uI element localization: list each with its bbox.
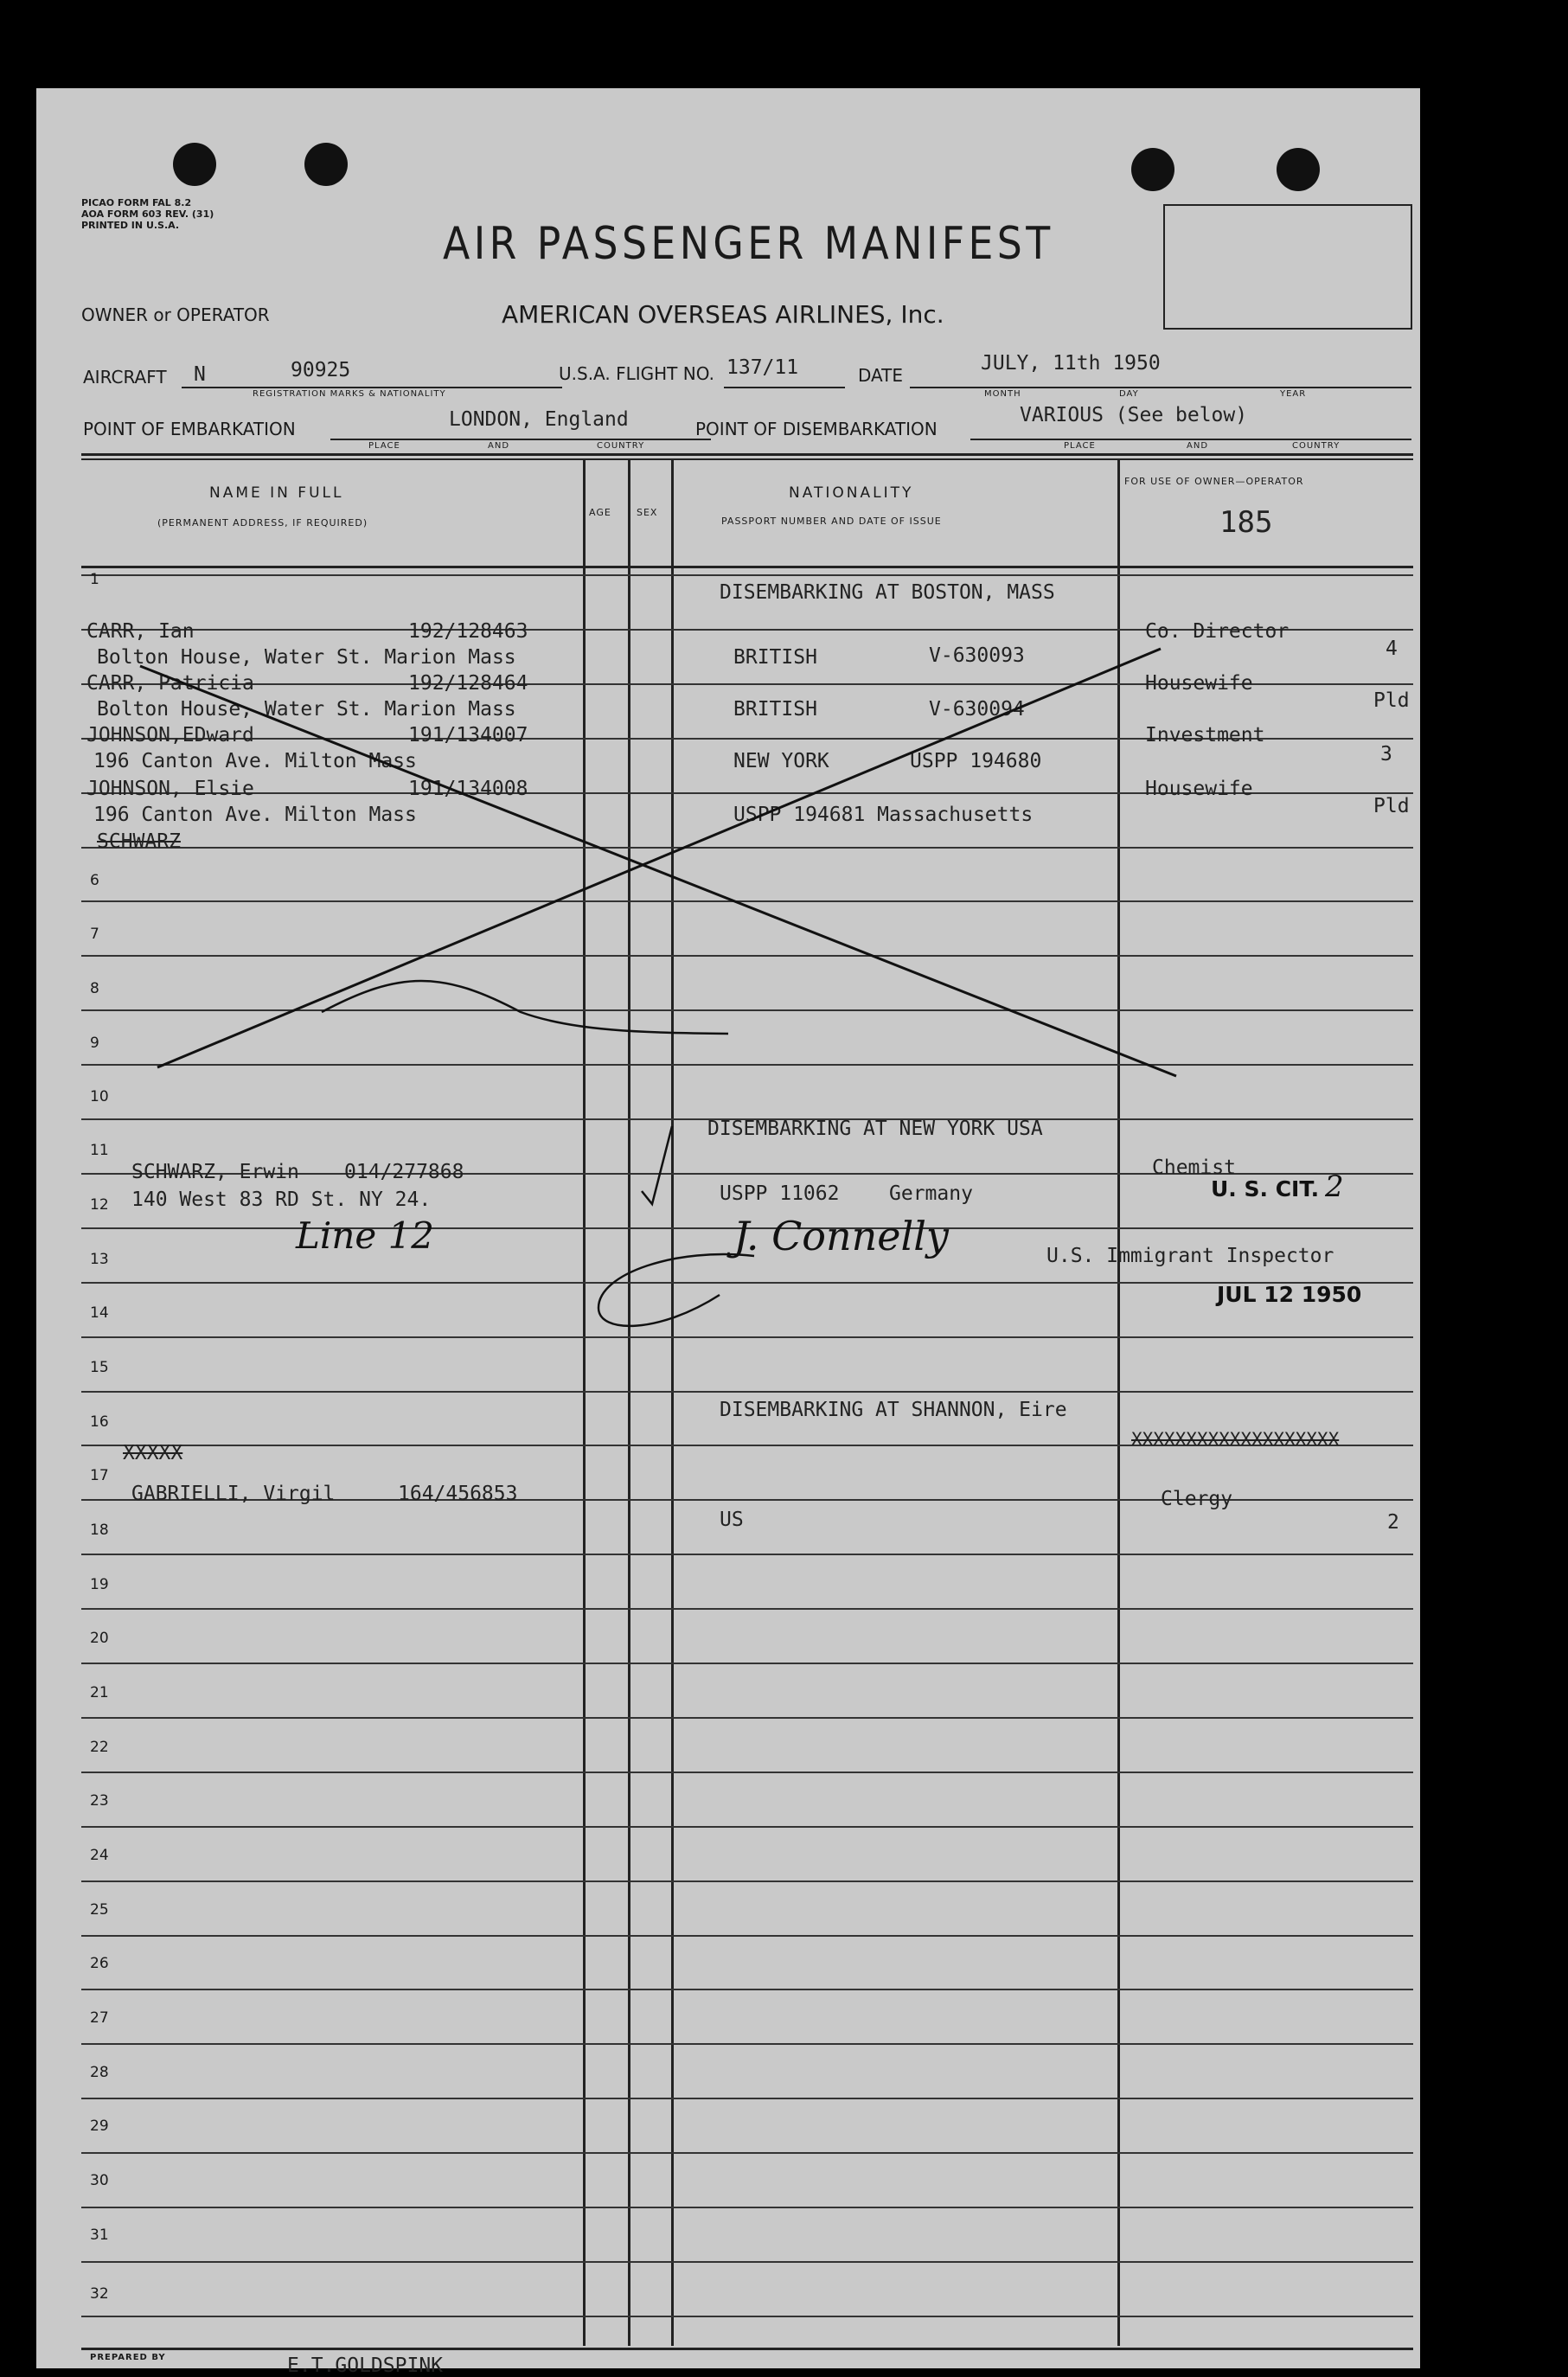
p2-name: CARR, Patricia: [86, 672, 254, 695]
p1-number: 192/128463: [408, 620, 528, 643]
and-label: AND: [488, 441, 510, 451]
owner-value: AMERICAN OVERSEAS AIRLINES, Inc.: [502, 300, 944, 329]
shannon-heading: DISEMBARKING AT SHANNON, Eire: [720, 1399, 1067, 1421]
p4-name: JOHNSON, Elsie: [86, 778, 254, 800]
boston-heading: DISEMBARKING AT BOSTON, MASS: [720, 581, 1055, 604]
struck-row-5: SCHWARZ: [97, 830, 181, 853]
pen-marks: [36, 88, 1420, 2368]
month-label: MONTH: [984, 389, 1021, 399]
owner-label: OWNER or OPERATOR: [81, 304, 270, 325]
row-number: 29: [90, 2118, 109, 2135]
p1-name: CARR, Ian: [86, 620, 195, 643]
p3-name: JOHNSON,EDward: [86, 724, 254, 746]
row-number: 26: [90, 1955, 109, 1972]
disembark-value: VARIOUS (See below): [1020, 404, 1248, 426]
col-name-sub: (PERMANENT ADDRESS, IF REQUIRED): [157, 517, 368, 529]
row-number: 18: [90, 1522, 109, 1539]
aircraft-sub: REGISTRATION MARKS & NATIONALITY: [253, 389, 446, 399]
p3-code: 3: [1380, 743, 1392, 766]
row-number: 31: [90, 2226, 109, 2244]
embark-value: LONDON, England: [449, 408, 629, 431]
row-number: 12: [90, 1196, 109, 1214]
p2-code: Pld: [1373, 689, 1410, 712]
row-number: 10: [90, 1088, 109, 1105]
row-number: 7: [90, 926, 99, 943]
row-number: 30: [90, 2172, 109, 2189]
col-nationality-sub: PASSPORT NUMBER AND DATE OF ISSUE: [721, 516, 942, 527]
place-label: PLACE: [368, 441, 400, 451]
aircraft-label: AIRCRAFT: [83, 367, 167, 388]
row-number: 32: [90, 2285, 109, 2303]
day-label: DAY: [1119, 389, 1139, 399]
row-number: 17: [90, 1467, 109, 1484]
p3-number: 191/134007: [408, 724, 528, 746]
date-label: DATE: [858, 365, 904, 386]
row-number: 22: [90, 1739, 109, 1756]
p4-number: 191/134008: [408, 778, 528, 800]
p6-number: 164/456853: [398, 1483, 518, 1505]
strike-line-2: [157, 649, 1161, 1067]
inspector-signature: J. Connelly: [733, 1213, 949, 1259]
place-label-2: PLACE: [1064, 441, 1096, 451]
p5-code: 2: [1325, 1169, 1344, 1204]
p4-address: 196 Canton Ave. Milton Mass: [93, 804, 417, 826]
row-number: 14: [90, 1304, 109, 1322]
form-id-line2: AOA FORM 603 REV. (31): [81, 208, 214, 220]
p5-address: 140 West 83 RD St. NY 24.: [131, 1188, 432, 1211]
row-number: 27: [90, 2009, 109, 2027]
row-number: 11: [90, 1142, 109, 1159]
row-number: 21: [90, 1684, 109, 1701]
row-number: 13: [90, 1251, 109, 1268]
p4-passport: USPP 194681 Massachusetts: [733, 804, 1034, 826]
hand-note-line-12: Line 12: [296, 1214, 435, 1257]
p6-code: 2: [1387, 1511, 1399, 1534]
struck-row-17-occupation: XXXXXXXXXXXXXXXXXXX: [1131, 1429, 1340, 1450]
p5-occupation: Chemist: [1152, 1156, 1236, 1179]
p5-passport: USPP 11062: [720, 1182, 840, 1205]
row-number: 8: [90, 980, 99, 997]
date-value: JULY, 11th 1950: [981, 352, 1161, 375]
p6-occupation: Clergy: [1161, 1488, 1233, 1510]
row-number: 23: [90, 1792, 109, 1810]
row-number: 25: [90, 1901, 109, 1919]
p6-name: GABRIELLI, Virgil: [131, 1483, 336, 1505]
col-owner-use-header: FOR USE OF OWNER—OPERATOR: [1124, 476, 1304, 487]
p5-citizen-stamp: U. S. CIT.: [1211, 1176, 1320, 1201]
p2-address: Bolton House, Water St. Marion Mass: [97, 698, 516, 721]
page-title: AIR PASSENGER MANIFEST: [443, 218, 1054, 270]
date-stamp: JUL 12 1950: [1217, 1282, 1362, 1307]
p1-occupation: Co. Director: [1145, 620, 1290, 643]
disembark-label: POINT OF DISEMBARKATION: [695, 419, 938, 439]
flight-value: 137/11: [726, 356, 799, 379]
row-number: 16: [90, 1413, 109, 1431]
owner-use-value: 185: [1219, 505, 1273, 540]
country-label-2: COUNTRY: [1292, 441, 1341, 451]
p3-address: 196 Canton Ave. Milton Mass: [93, 750, 417, 772]
form-id-line1: PICAO FORM FAL 8.2: [81, 197, 192, 208]
inspector-stamp: U.S. Immigrant Inspector: [1046, 1245, 1334, 1267]
strike-curve: [322, 981, 728, 1034]
p1-passport: V-630093: [929, 644, 1025, 667]
row-number: 20: [90, 1630, 109, 1647]
p2-occupation: Housewife: [1145, 672, 1253, 695]
row-number: 15: [90, 1359, 109, 1376]
p5-country: Germany: [889, 1182, 973, 1205]
prepared-label: PREPARED BY: [90, 2353, 166, 2362]
col-age-header: AGE: [589, 507, 611, 518]
p4-occupation: Housewife: [1145, 778, 1253, 800]
row-number: 1: [90, 571, 99, 588]
p3-occupation: Investment: [1145, 724, 1265, 746]
p2-number: 192/128464: [408, 672, 528, 695]
p2-nationality: BRITISH: [733, 698, 817, 721]
aircraft-n: N: [194, 363, 206, 386]
p1-code: 4: [1386, 637, 1398, 660]
p1-address: Bolton House, Water St. Marion Mass: [97, 646, 516, 669]
embark-label: POINT OF EMBARKATION: [83, 419, 296, 439]
row-number: 24: [90, 1847, 109, 1864]
form-id-line3: PRINTED IN U.S.A.: [81, 220, 180, 231]
p4-code: Pld: [1373, 795, 1410, 817]
p5-number: 014/277868: [344, 1161, 464, 1183]
row-number: 28: [90, 2064, 109, 2081]
aircraft-value: 90925: [291, 359, 351, 381]
prepared-value: E.T.GOLDSPINK: [287, 2355, 444, 2377]
row-number: 9: [90, 1035, 99, 1052]
p3-nationality: NEW YORK: [733, 750, 829, 772]
p3-passport: USPP 194680: [910, 750, 1042, 772]
col-name-header: NAME IN FULL: [209, 484, 344, 502]
p1-nationality: BRITISH: [733, 646, 817, 669]
p6-nationality: US: [720, 1509, 744, 1531]
strike-line-1: [140, 666, 1176, 1076]
col-nationality-header: NATIONALITY: [789, 484, 914, 502]
p2-passport: V-630094: [929, 698, 1025, 721]
and-label-2: AND: [1187, 441, 1209, 451]
struck-row-17: XXXXX: [123, 1442, 183, 1464]
p5-name: SCHWARZ, Erwin: [131, 1161, 299, 1183]
year-label: YEAR: [1280, 389, 1307, 399]
manifest-sheet: [36, 88, 1420, 2377]
check-mark: [642, 1126, 672, 1204]
row-number: 6: [90, 872, 99, 889]
ny-heading: DISEMBARKING AT NEW YORK USA: [707, 1118, 1043, 1140]
col-sex-header: SEX: [637, 507, 658, 518]
country-label: COUNTRY: [597, 441, 645, 451]
flight-label: U.S.A. FLIGHT NO.: [559, 363, 714, 384]
signature-loop: [598, 1254, 754, 1326]
row-number: 19: [90, 1576, 109, 1593]
